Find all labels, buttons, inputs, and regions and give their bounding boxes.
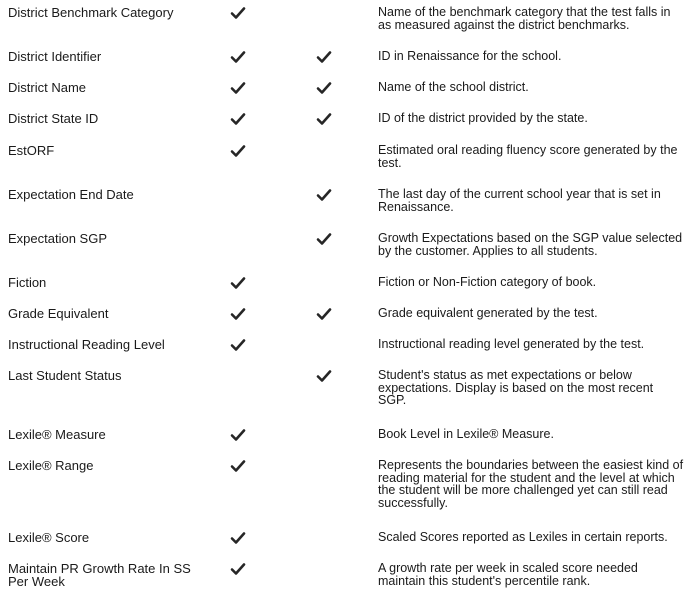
field-description: Student's status as met expectations or below expectations. Display is based on the most recent SGP. [378,368,654,407]
check-icon [316,231,332,247]
check-icon [230,427,246,443]
check-icon [316,306,332,322]
check-icon [230,143,246,159]
field-description: Grade equivalent generated by the test. [378,306,598,320]
field-description: ID of the district provided by the state. [378,111,588,125]
check-icon [230,5,246,21]
field-name: District State ID [8,111,99,126]
check-icon [230,530,246,546]
field-description: ID in Renaissance for the school. [378,49,562,63]
field-name: Expectation SGP [8,231,107,246]
check-icon [230,306,246,322]
field-name: Lexile® Range [8,458,94,473]
field-description: Name of the benchmark category that the test falls in as measured against the district benchmarks. [378,5,671,32]
check-icon [230,49,246,65]
field-name: EstORF [8,143,55,158]
check-icon [316,187,332,203]
field-name: District Name [8,80,87,95]
field-name: District Identifier [8,49,102,64]
check-icon [230,275,246,291]
field-description: Represents the boundaries between the easiest kind of reading material for the student and the level at which the student will be more challenged yet can still read successfully. [378,458,684,510]
check-icon [230,337,246,353]
check-icon [230,561,246,577]
check-icon [316,49,332,65]
check-icon [316,111,332,127]
field-name: Lexile® Score [8,530,90,545]
field-description: Fiction or Non-Fiction category of book. [378,275,597,289]
check-icon [316,80,332,96]
check-icon [230,111,246,127]
field-description: The last day of the current school year that is set in Renaissance. [378,187,661,214]
field-name: Grade Equivalent [8,306,109,321]
field-description: Scaled Scores reported as Lexiles in certain reports. [378,530,668,544]
field-description: Estimated oral reading fluency score generated by the test. [378,143,678,170]
field-description: Book Level in Lexile® Measure. [378,427,554,441]
field-name: Maintain PR Growth Rate In SS Per Week [8,561,191,589]
field-name: District Benchmark Category [8,5,174,20]
field-name: Expectation End Date [8,187,134,202]
check-icon [230,458,246,474]
check-icon [230,80,246,96]
field-name: Last Student Status [8,368,122,383]
check-icon [316,368,332,384]
field-description: A growth rate per week in scaled score needed maintain this student's percentile rank. [378,561,638,588]
field-description: Instructional reading level generated by the test. [378,337,645,351]
field-name: Fiction [8,275,47,290]
field-description: Name of the school district. [378,80,529,94]
field-name: Instructional Reading Level [8,337,165,352]
field-description: Growth Expectations based on the SGP value selected by the customer. Applies to all students. [378,231,683,258]
field-name: Lexile® Measure [8,427,106,442]
